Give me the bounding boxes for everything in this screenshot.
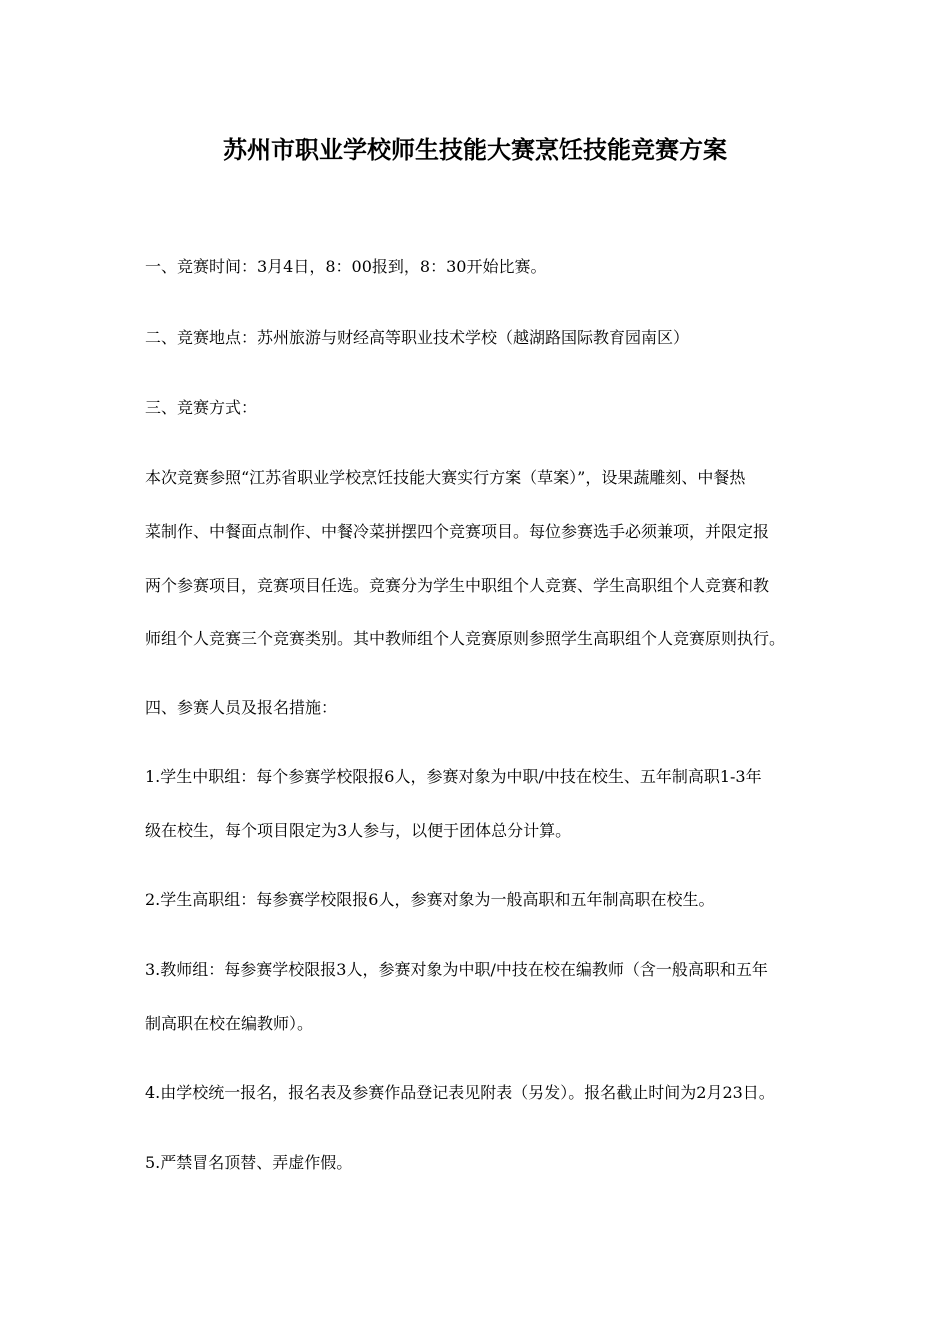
line-competition-format-heading: 三、竞赛方式： [145,398,258,417]
line-format-body-4: 师组个人竞赛三个竞赛类别。其中教师组个人竞赛原则参照学生高职组个人竞赛原则执行。 [145,629,786,648]
line-format-body-2: 菜制作、中餐面点制作、中餐冷菜拼摆四个竞赛项目。每位参赛选手必须兼项，并限定报 [145,522,770,541]
line-competition-venue: 二、竞赛地点：苏州旅游与财经高等职业技术学校（越湖路国际教育园南区） [145,328,690,347]
line-item-3a: 3.教师组：每参赛学校限报3人，参赛对象为中职/中技在校在编教师（含一般高职和五年 [145,960,768,979]
line-competition-time: 一、竞赛时间：3月4日，8：00报到，8：30开始比赛。 [145,257,547,276]
line-registration-heading: 四、参赛人员及报名措施： [145,698,338,717]
line-item-2: 2.学生高职组：每参赛学校限报6人，参赛对象为一般高职和五年制高职在校生。 [145,890,715,909]
line-format-body-3: 两个参赛项目，竞赛项目任选。竞赛分为学生中职组个人竞赛、学生高职组个人竞赛和教 [145,576,770,595]
line-item-4: 4.由学校统一报名，报名表及参赛作品登记表见附表（另发）。报名截止时间为2月23日。 [145,1083,775,1102]
line-item-1a: 1.学生中职组：每个参赛学校限报6人，参赛对象为中职/中技在校生、五年制高职1-3年 [145,767,762,786]
document-title: 苏州市职业学校师生技能大赛烹饪技能竞赛方案 [223,135,727,164]
line-format-body-1: 本次竞赛参照“江苏省职业学校烹饪技能大赛实行方案（草案）”，设果蔬雕刻、中餐热 [145,468,746,487]
line-item-1b: 级在校生，每个项目限定为3人参与，以便于团体总分计算。 [145,821,572,840]
line-item-3b: 制高职在校在编教师）。 [145,1014,314,1033]
line-item-5: 5.严禁冒名顶替、弄虚作假。 [145,1153,353,1172]
